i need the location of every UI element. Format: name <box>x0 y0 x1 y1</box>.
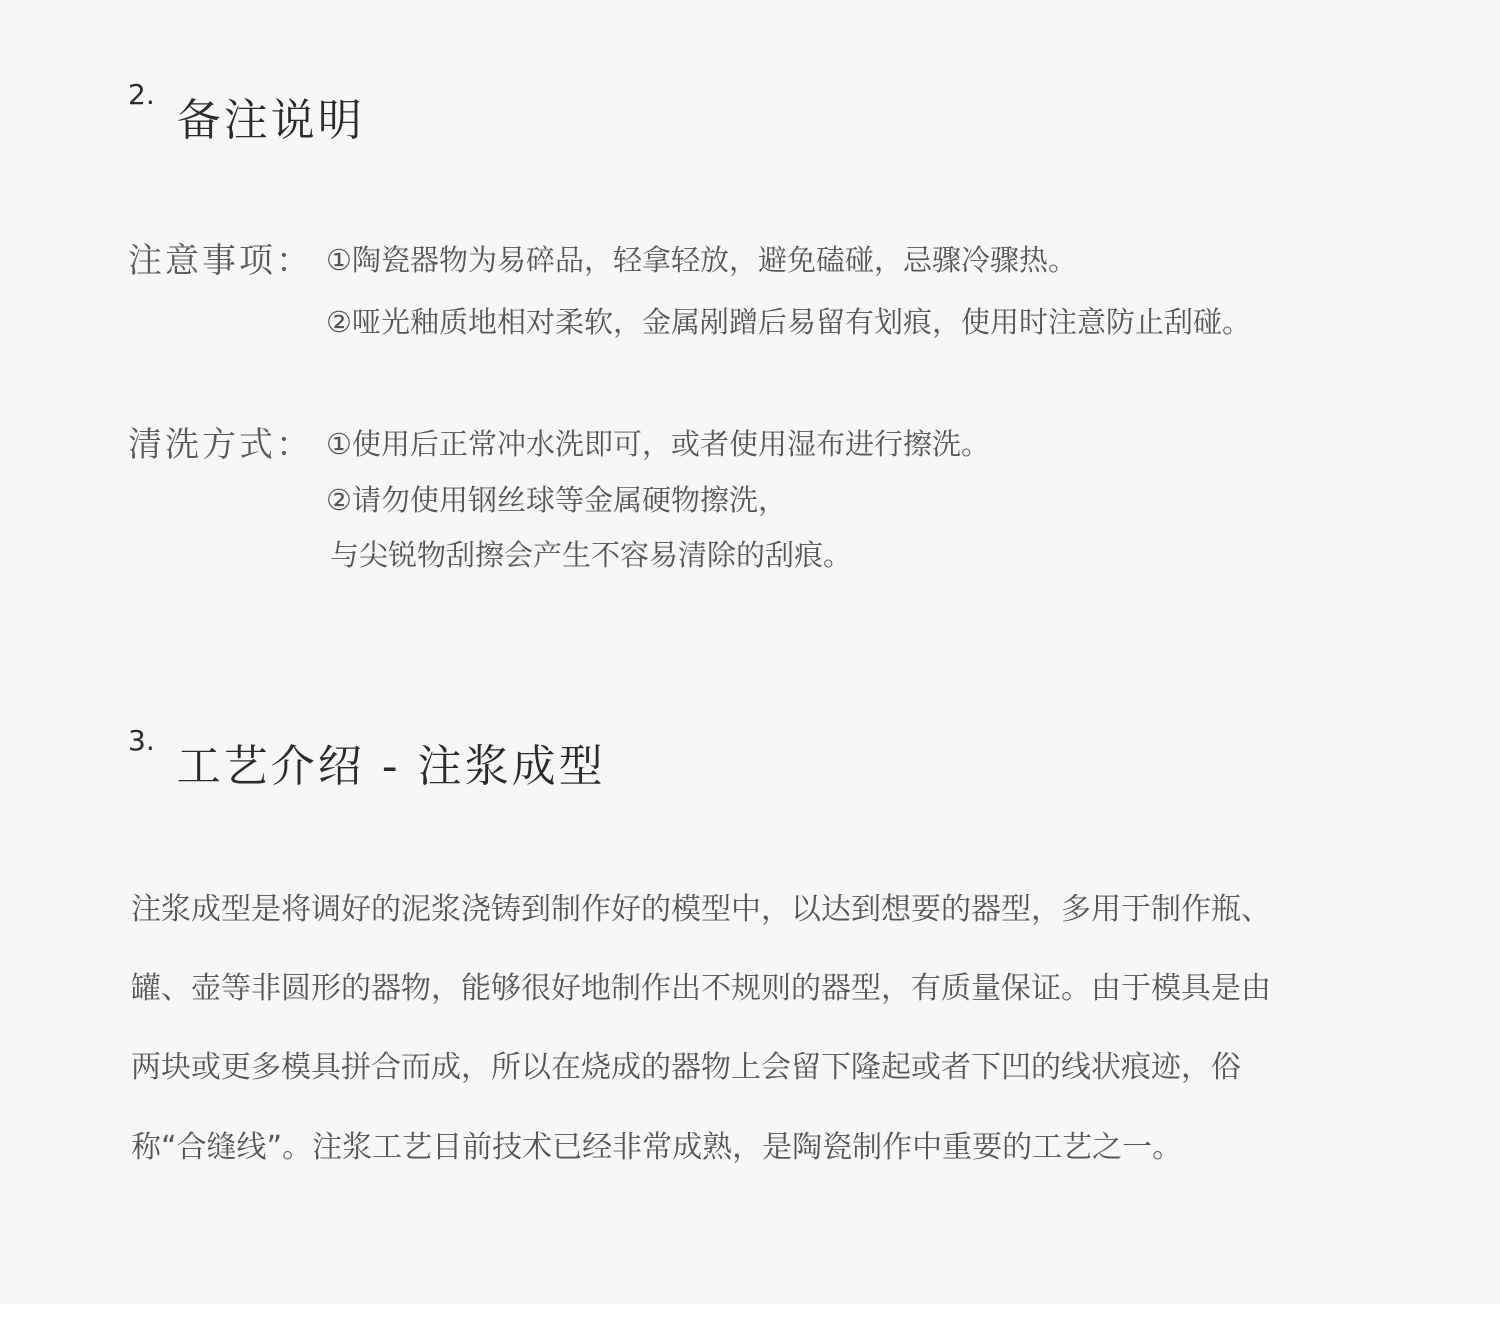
caution-line: ①陶瓷器物为易碎品，轻拿轻放，避免磕碰，忌骤冷骤热。 <box>326 243 1077 277</box>
cleaning-label: 清洗方式： <box>128 425 313 465</box>
paragraph-line: 两块或更多模具拼合而成，所以在烧成的器物上会留下隆起或者下凹的线状痕迹，俗 <box>131 1050 1241 1085</box>
cleaning-line: ①使用后正常冲水洗即可，或者使用湿布进行擦洗。 <box>326 427 990 461</box>
section-heading-craft <box>128 724 606 794</box>
cleaning-line: ②请勿使用钢丝球等金属硬物擦洗， <box>326 483 787 517</box>
paragraph-line: 注浆成型是将调好的泥浆浇铸到制作好的模型中，以达到想要的器型，多用于制作瓶、 <box>131 892 1271 927</box>
caution-line: ②哑光釉质地相对柔软，金属剐蹭后易留有划痕，使用时注意防止刮碰。 <box>326 305 1251 339</box>
section-title: 备注说明 <box>176 95 365 146</box>
section-number: 2. <box>128 78 155 111</box>
cleaning-line: 与尖锐物刮擦会产生不容易清除的刮痕。 <box>330 538 853 572</box>
paragraph-line: 称“合缝线”。注浆工艺目前技术已经非常成熟，是陶瓷制作中重要的工艺之一。 <box>131 1130 1183 1165</box>
section-title: 工艺介绍 - 注浆成型 <box>176 741 606 792</box>
section-heading-notes <box>128 78 365 148</box>
section-number: 3. <box>128 724 155 757</box>
paragraph-line: 罐、壶等非圆形的器物，能够很好地制作出不规则的器型，有质量保证。由于模具是由 <box>131 971 1271 1006</box>
caution-label: 注意事项： <box>128 241 313 281</box>
